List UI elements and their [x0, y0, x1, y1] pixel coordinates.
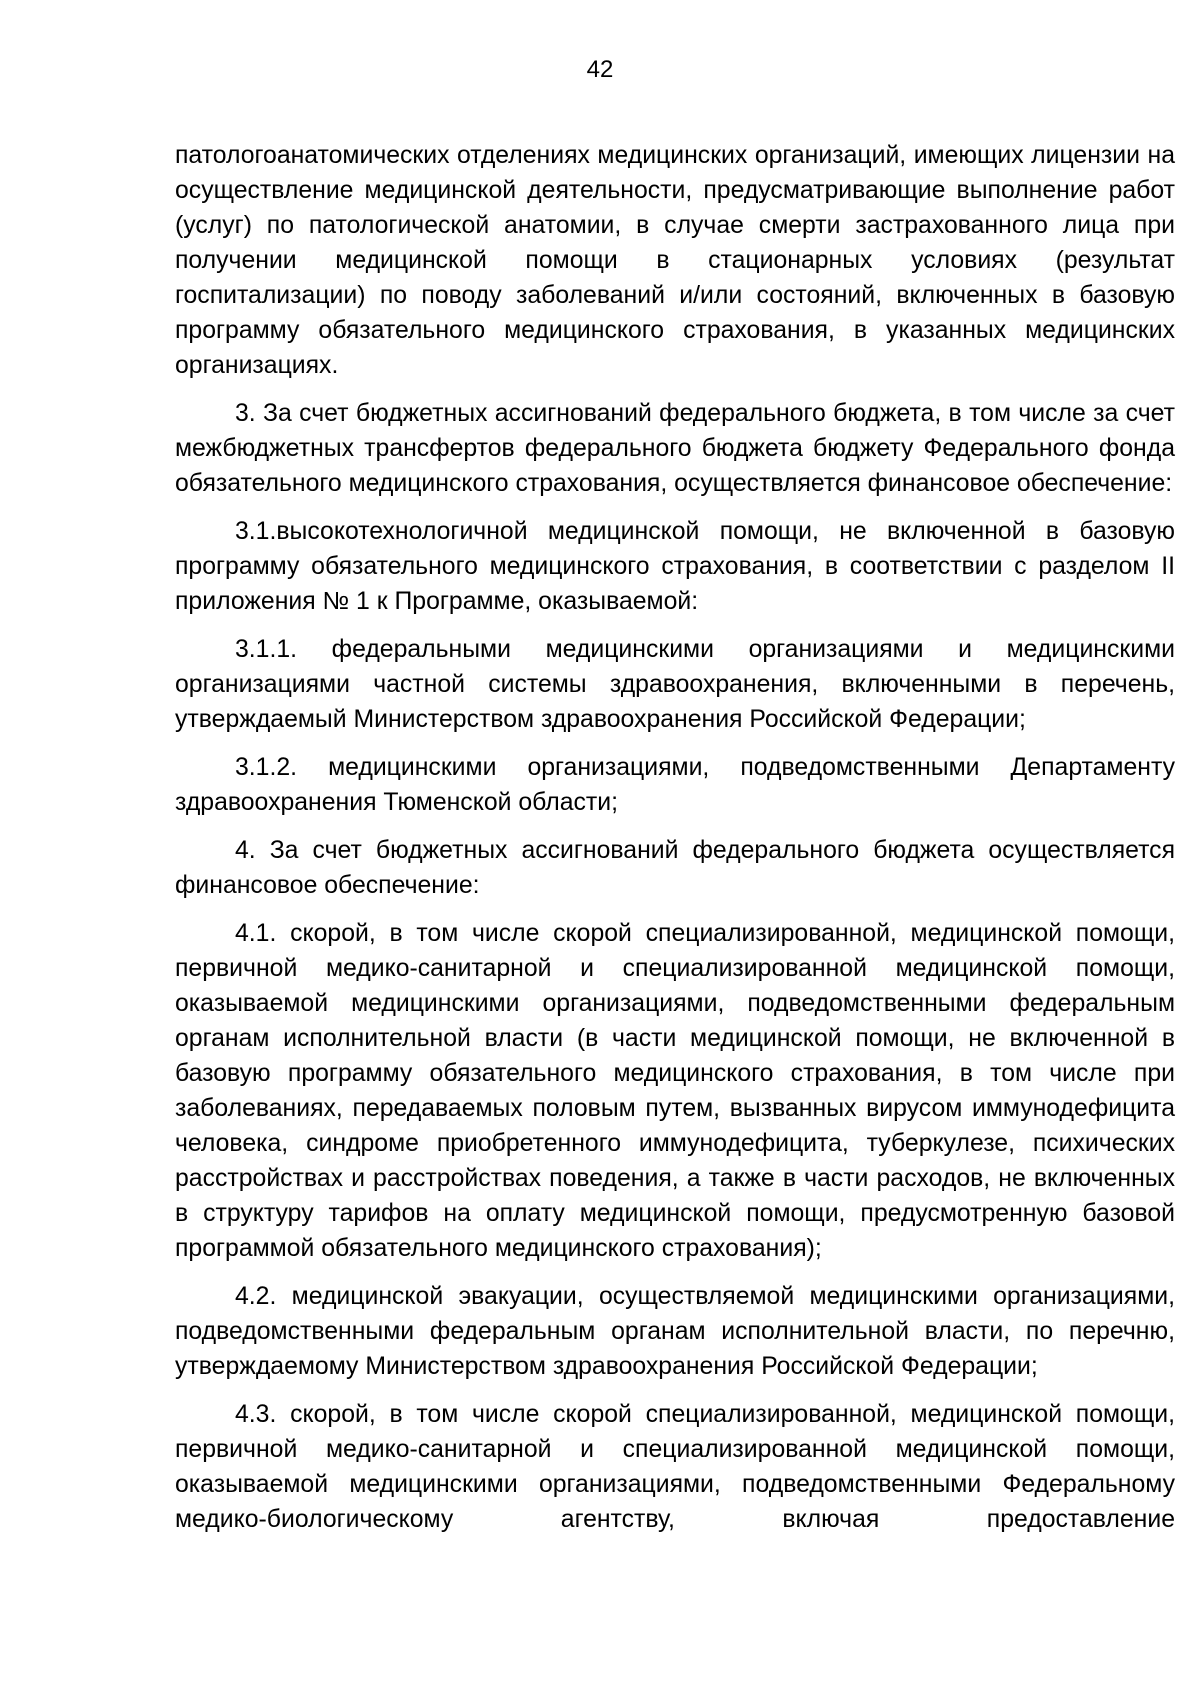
- paragraph-section-4-2: 4.2. медицинской эвакуации, осуществляемой медицинскими организациями, подведомственными федеральным органам исполнительной власти, по перечню, утверждаемому Министерством здравоохранения Российской Федерации;: [175, 1283, 1175, 1380]
- paragraph-section-4: 4. За счет бюджетных ассигнований федерального бюджета осуществляется финансовое обеспечение:: [175, 837, 1175, 899]
- paragraph-continuation: патологоанатомических отделениях медицинских организаций, имеющих лицензии на осуществление медицинской деятельности, предусматривающие выполнение работ (услуг) по патологической анатомии, в случае смерти застрахованного лица при получении медицинской помощи в стационарных условиях (результат госпитализации) по поводу заболеваний и/или состояний, включенных в базовую программу обязательного медицинского страхования, в указанных медицинских организациях.: [175, 142, 1175, 379]
- paragraph-section-3-1-2: 3.1.2. медицинскими организациями, подведомственными Департаменту здравоохранения Тюменской области;: [175, 754, 1175, 816]
- paragraph-section-3: 3. За счет бюджетных ассигнований федерального бюджета, в том числе за счет межбюджетных трансфертов федерального бюджета бюджету Федерального фонда обязательного медицинского страхования, осуществляется финансовое обеспечение:: [175, 400, 1175, 497]
- paragraph-section-3-1: 3.1.высокотехнологичной медицинской помощи, не включенной в базовую программу обязательного медицинского страхования, в соответствии с разделом II приложения № 1 к Программе, оказываемой:: [175, 518, 1175, 615]
- page-number: 42: [586, 56, 614, 83]
- paragraph-section-3-1-1: 3.1.1. федеральными медицинскими организациями и медицинскими организациями частной системы здравоохранения, включенными в перечень, утверждаемый Министерством здравоохранения Российской Федерации;: [175, 636, 1175, 733]
- paragraph-section-4-1: 4.1. скорой, в том числе скорой специализированной, медицинской помощи, первичной медико-санитарной и специализированной медицинской помощи, оказываемой медицинскими организациями, подведомственными федеральным органам исполнительной власти (в части медицинской помощи, не включенной в базовую программу обязательного медицинского страхования, в том числе при заболеваниях, передаваемых половым путем, вызванных вирусом иммунодефицита человека, синдроме приобретенного иммунодефицита, туберкулезе, психических расстройствах и расстройствах поведения, а также в части расходов, не включенных в структуру тарифов на оплату медицинской помощи, предусмотренную базовой программой обязательного медицинского страхования);: [175, 920, 1175, 1262]
- document-body: [175, 138, 1175, 1537]
- paragraph-section-4-3: 4.3. скорой, в том числе скорой специализированной, медицинской помощи, первичной медико-санитарной и специализированной медицинской помощи, оказываемой медицинскими организациями, подведомственными Федеральному медико-биологическому агентству, включая предоставление: [175, 1401, 1175, 1533]
